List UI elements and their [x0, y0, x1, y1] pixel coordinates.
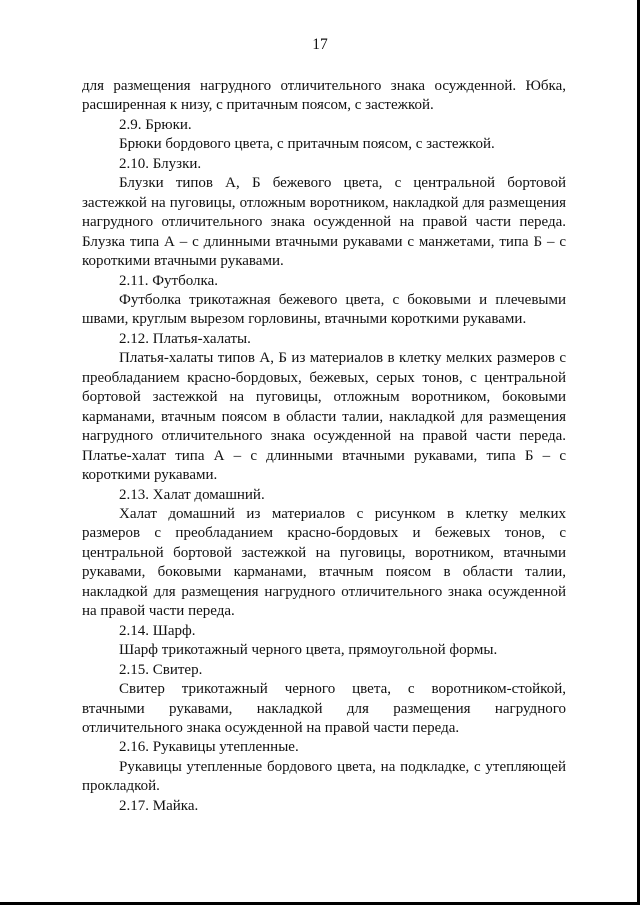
paragraph-dress-robes: Платья-халаты типов А, Б из материалов в клетку мелких размеров с преобладанием красно-бордовых, бежевых, серых тонов, с центральной бортовой застежкой на пуговицы, отложным воротником, боковыми карманами, втачным поясом в области талии, накладкой для размещения нагрудного отличительного знака осужденной на правой части переда. Платье-халат типа А – с длинными втачными рукавами, типа Б – с короткими рукавами.	[82, 350, 566, 484]
section-heading-blouses: 2.10. Блузки.	[119, 155, 202, 172]
paragraph-continuation: для размещения нагрудного отличительного знака осужденной. Юбка, расширенная к низу, с притачным поясом, с застежкой.	[82, 78, 566, 114]
paragraph-trousers: Брюки бордового цвета, с притачным поясом, с застежкой.	[119, 136, 495, 153]
section-heading-undershirt: 2.17. Майка.	[119, 797, 199, 814]
section-heading-mittens: 2.16. Рукавицы утепленные.	[119, 739, 299, 756]
paragraph-mittens: Рукавицы утепленные бордового цвета, на подкладке, с утепляющей прокладкой.	[82, 758, 566, 795]
paragraph-house-robe: Халат домашний из материалов с рисунком в клетку мелких размеров с преобладанием красно-бордовых и бежевых тонов, с центральной бортовой застежкой на пуговицы, воротником, втачными рукавами, боковыми карманами, втачным поясом в области талии, накладкой для размещения нагрудного отличительного знака осужденной на правой части переда.	[82, 505, 566, 620]
section-heading-trousers: 2.9. Брюки.	[119, 116, 192, 133]
section-heading-sweater: 2.15. Свитер.	[119, 661, 203, 678]
section-heading-dress-robes: 2.12. Платья-халаты.	[119, 330, 251, 347]
paragraph-blouses: Блузки типов А, Б бежевого цвета, с центральной бортовой застежкой на пуговицы, отложным воротником, накладкой для размещения нагрудного отличительного знака осужденной на правой части переда. Блузка типа А – с длинными втачными рукавами с манжетами, типа Б – с короткими втачными рукавами.	[82, 175, 566, 270]
page-number: 17	[312, 36, 328, 53]
section-heading-scarf: 2.14. Шарф.	[119, 622, 196, 639]
paragraph-scarf: Шарф трикотажный черного цвета, прямоугольной формы.	[119, 642, 498, 659]
paragraph-sweater: Свитер трикотажный черного цвета, с воротником-стойкой, втачными рукавами, накладкой для размещения нагрудного отличительного знака осужденной на правой части переда.	[82, 681, 566, 736]
section-heading-house-robe: 2.13. Халат домашний.	[119, 486, 265, 503]
document-body	[82, 77, 566, 816]
section-heading-tshirt: 2.11. Футболка.	[119, 272, 218, 289]
paragraph-tshirt: Футболка трикотажная бежевого цвета, с боковыми и плечевыми швами, круглым вырезом горловины, втачными короткими рукавами.	[82, 291, 566, 328]
